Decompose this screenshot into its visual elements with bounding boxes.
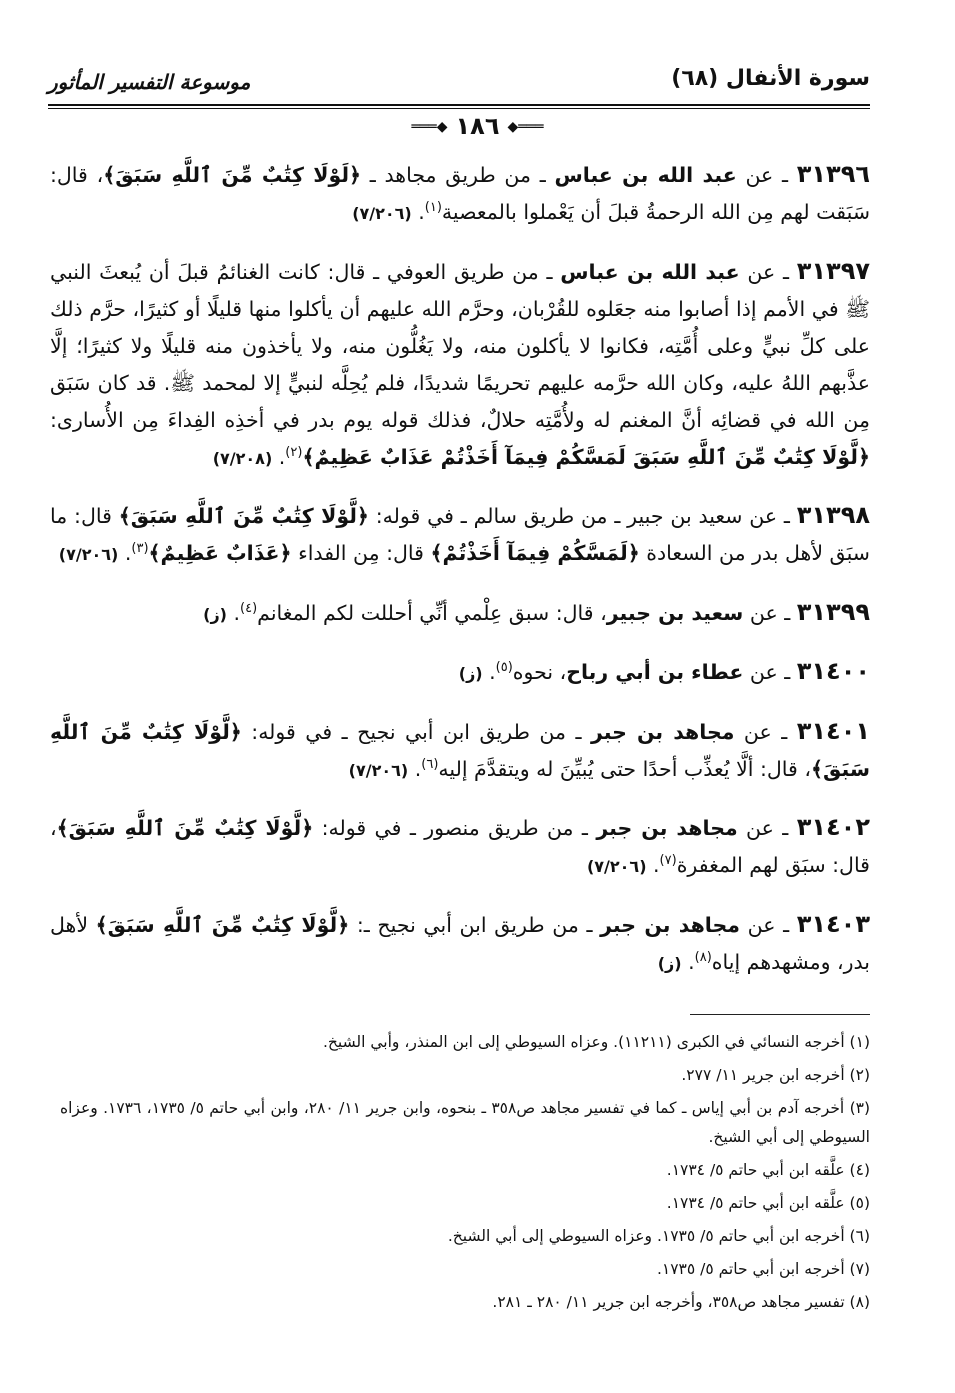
ornament-right-icon: ◆═══ xyxy=(507,119,544,135)
isnad-text: ـ من طريق مجاهد ـ xyxy=(361,163,555,187)
narration-text: ، قال: سبَق لهم المغفرة xyxy=(50,816,870,877)
narration-text: لأهل بدر، ومشهدهم إياه xyxy=(50,912,870,974)
footnote-marker: (٥) xyxy=(495,660,513,676)
entry-number: ٣١٣٩٧ xyxy=(796,256,870,285)
entry-number: ٣١٤٠٣ xyxy=(796,909,870,938)
isnad-text: ـ من طريق العوفي ـ xyxy=(365,259,561,284)
punctuation: . xyxy=(118,541,132,565)
isnad-text: ـ من طريق منصور ـ في قوله: xyxy=(313,816,597,840)
narration-entry xyxy=(50,253,870,477)
narrator-name: عبد الله بن عباس xyxy=(560,259,740,284)
isnad-text: ـ عن xyxy=(743,600,797,625)
narration-entry xyxy=(50,156,870,232)
quran-quote: ﴿لَمَسَّكُمْ فِيمَآ أَخَذْتُمْ﴾ xyxy=(430,541,640,565)
volume-reference: (ز) xyxy=(203,604,227,624)
isnad-text: ـ عن xyxy=(736,163,797,187)
volume-reference: (٧/٢٠٦) xyxy=(58,545,119,564)
entry-number: ٣١٤٠٠ xyxy=(796,657,870,685)
volume-reference: (٧/٢٠٦) xyxy=(348,760,409,780)
isnad-text: ـ عن سعيد بن جبير ـ من طريق سالم ـ في قوله: xyxy=(368,504,797,528)
footnote: (٣) أخرجه آدم بن أبي إياس ـ كما في تفسير مجاهد ص٣٥٨ ـ بنحوه، وابن جرير ١١/ ٢٨٠، وابن أبي حاتم ٥/ ١٧٣٥، ١٧٣٦. وعزاه السيوطي إلى أبي الشيخ. xyxy=(60,1099,871,1146)
page-number: ١٨٦ xyxy=(455,112,500,140)
footnote-marker: (١) xyxy=(424,200,442,216)
punctuation: . xyxy=(411,200,425,224)
narration-entry xyxy=(50,653,870,692)
quran-quote: ﴿لَّوْلَا كِتَٰبٌ مِّنَ ٱللَّهِ سَبَقَ﴾ xyxy=(118,504,369,528)
narration-text: ، قال: ألَّا يُعذِّب أحدًا حتى يُبيِّنَ له ويتقدَّمَ إليه xyxy=(438,756,811,781)
ornament-left-icon: ═══◆ xyxy=(411,119,448,135)
narrator-name: سعيد بن جبير xyxy=(606,600,744,625)
narration-text: قال: كانت الغنائمُ قبلَ أن يُبعثَ النبي ﷺ في الأمم إذا أصابوا منه جعَلوه للقُرْبان، وحرَّم الله عليهم أن يأكلوا منها قليلًا أو كثيرًا، حرَّم ذلك على كلِّ نبيٍّ وعلى أُمَّتِه، فكانوا لا يأكلون منه، ولا يَغُلُّون منه، ولا يأخذون منه قليلًا ولا كثيرًا؛ إلَّا عذَّبهم اللهُ عليه، وكان الله حرَّمه عليهم تحريمًا شديدًا، فلم يُحِلَّه لنبيٍّ إلا لمحمد ﷺ. قد كان سَبَق مِن الله في قضائِه أنَّ المغنم له ولأُمَّتِه حلالٌ، فذلك قوله يوم بدر في أخذِه الفِداءَ مِن الأُسارى: xyxy=(50,259,870,432)
quran-quote: ﴿لَوْلَا كِتَٰبٌ مِّنَ ٱللَّهِ سَبَقَ﴾ xyxy=(103,163,362,187)
entry-number: ٣١٤٠١ xyxy=(796,716,870,745)
entry-number: ٣١٣٩٩ xyxy=(796,597,870,626)
isnad-text: ـ عن xyxy=(743,660,797,684)
main-text xyxy=(50,156,870,988)
narration-text: ، قال: سَبَقت لهم مِن الله الرحمةُ قبلَ أن يَعْملوا بالمعصية xyxy=(50,163,870,224)
header-rule xyxy=(48,104,870,109)
footnote: (٧) أخرجه ابن أبي حاتم ٥/ ١٧٣٥. xyxy=(656,1260,870,1278)
footnote: (١) أخرجه النسائي في الكبرى (١١٢١١). وعزاه السيوطي إلى ابن المنذر، وأبي الشيخ. xyxy=(323,1033,870,1051)
entry-number: ٣١٤٠٢ xyxy=(796,813,870,841)
isnad-text: ـ عن xyxy=(739,912,797,937)
isnad-text: ـ عن xyxy=(737,816,797,840)
footnote-separator xyxy=(690,1014,870,1015)
volume-reference: (٧/٢٠٨) xyxy=(212,448,273,468)
quran-quote: ﴿لَّوْلَا كِتَٰبٌ مِّنَ ٱللَّهِ سَبَقَ لَمَسَّكُمْ فِيمَآ أَخَذْتُمْ عَذَابٌ عَظِيمٌ﴾ xyxy=(302,444,870,469)
isnad-text: ـ من طريق ابن أبي نجيح ـ في قوله: xyxy=(241,719,591,744)
punctuation: . xyxy=(408,756,422,781)
punctuation: . xyxy=(646,853,660,877)
entry-number: ٣١٣٩٦ xyxy=(796,160,870,188)
running-header-surah: سورة الأنفال (٦٨) xyxy=(671,66,870,91)
narration-text: قال: مِن الفداء xyxy=(291,541,431,565)
punctuation: . xyxy=(482,660,496,684)
narration-text: قال: ما سبَق لأهل بدر من السعادة xyxy=(50,504,870,565)
footnote-marker: (٣) xyxy=(131,541,149,557)
volume-reference: (ز) xyxy=(458,664,483,683)
footnote: (٥) علَّقه ابن أبي حاتم ٥/ ١٧٣٤. xyxy=(666,1194,870,1212)
volume-reference: (٧/٢٠٦) xyxy=(586,857,647,876)
narration-entry xyxy=(50,906,870,982)
footnote: (٨) تفسير مجاهد ص٣٥٨، وأخرجه ابن جرير ١١/ ٢٨٠ ـ ٢٨١. xyxy=(492,1293,870,1311)
entry-number: ٣١٣٩٨ xyxy=(796,501,870,529)
narration-text: ، نحوه xyxy=(512,660,567,684)
footnote: (٢) أخرجه ابن جرير ١١/ ٢٧٧. xyxy=(681,1066,870,1084)
narrator-name: مجاهد بن جبر xyxy=(590,719,735,744)
narrator-name: مجاهد بن جبر xyxy=(600,912,740,937)
narration-entry xyxy=(50,497,870,573)
punctuation: . xyxy=(272,444,286,469)
volume-reference: (٧/٢٠٦) xyxy=(352,204,412,223)
footnote-marker: (٧) xyxy=(659,853,677,869)
narrator-name: مجاهد بن جبر xyxy=(596,816,738,840)
narration-entry xyxy=(50,713,870,789)
narrator-name: عبد الله بن عباس xyxy=(554,163,737,187)
punctuation: . xyxy=(226,600,241,625)
narration-entry xyxy=(50,594,870,633)
narrator-name: عطاء بن أبي رباح xyxy=(566,660,744,684)
quran-quote: ﴿لَّوْلَا كِتَٰبٌ مِّنَ ٱللَّهِ سَبَقَ﴾ xyxy=(95,912,350,937)
footnote: (٤) علَّقه ابن أبي حاتم ٥/ ١٧٣٤. xyxy=(666,1161,870,1179)
punctuation: . xyxy=(681,949,695,974)
footnote-marker: (٢) xyxy=(285,444,303,460)
isnad-text: ـ من طريق ابن أبي نجيح ـ: xyxy=(349,912,601,937)
footnote-marker: (٨) xyxy=(694,949,712,965)
footnotes xyxy=(60,1028,870,1321)
quran-quote: ﴿لَّوْلَا كِتَٰبٌ مِّنَ ٱللَّهِ سَبَقَ﴾ xyxy=(56,816,314,840)
quran-quote: ﴿عَذَابٌ عَظِيمٌ﴾ xyxy=(148,541,292,565)
quran-quote: ﴿لَّوْلَا كِتَٰبٌ مِّنَ ٱللَّهِ سَبَقَ﴾ xyxy=(50,719,870,781)
footnote-marker: (٤) xyxy=(240,600,258,616)
footnote-marker: (٦) xyxy=(421,756,439,772)
page-number-block xyxy=(0,112,955,140)
isnad-text: ـ عن xyxy=(739,259,797,284)
narration-text: ، قال: سبق عِلْمي أنِّي أحللت لكم المغانم xyxy=(257,600,607,625)
narration-entry xyxy=(50,809,870,885)
volume-reference: (ز) xyxy=(657,953,682,973)
isnad-text: ـ عن xyxy=(734,719,797,744)
running-header-book-title: موسوعة التفسير المأثور xyxy=(48,70,251,94)
footnote: (٦) أخرجه ابن أبي حاتم ٥/ ١٧٣٥. وعزاه السيوطي إلى أبي الشيخ. xyxy=(447,1227,870,1245)
